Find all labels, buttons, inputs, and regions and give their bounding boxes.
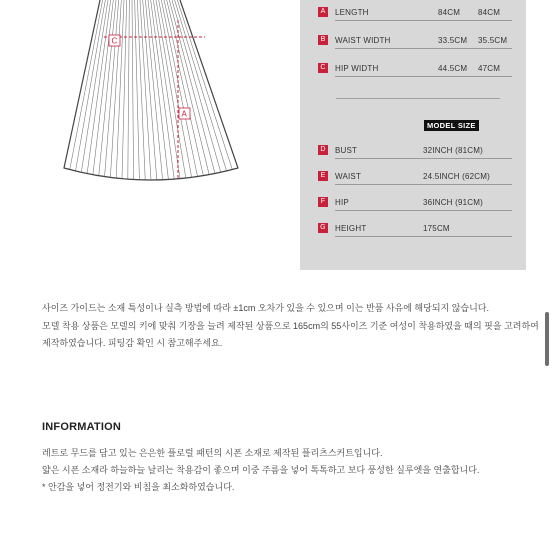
pleat-line [156, 0, 186, 178]
row-underline [335, 20, 512, 21]
model-label: BUST [335, 146, 358, 155]
skirt-diagram [0, 0, 300, 200]
hip-marker-letter: C [111, 36, 118, 46]
model-label: WAIST [335, 172, 362, 181]
length-marker-letter: A [181, 109, 187, 119]
model-row-height [318, 223, 512, 237]
information-title: INFORMATION [42, 421, 121, 433]
information-line-2: 얇은 시폰 소재라 하늘하늘 날리는 착용감이 좋으며 이중 주름을 넣어 톡톡하고 보다 풍성한 실루엣을 연출합니다. [42, 465, 480, 475]
pleat-line [148, 0, 168, 179]
size-row-hip-width [318, 63, 512, 77]
size-note-line-1: 사이즈 가이드는 소재 특성이나 실측 방법에 따라 ±1cm 오차가 있을 수 있으며 이는 반품 사유에 해당되지 않습니다. [42, 303, 489, 313]
badge-e: E [318, 171, 328, 181]
row-underline [335, 158, 512, 159]
size-value-2: 84CM [478, 8, 501, 17]
pleat-line [76, 0, 106, 170]
information-line-1: 레트로 무드를 담고 있는 은은한 플로럴 패턴의 시폰 소재로 제작된 플리츠스커트입니다. [42, 448, 383, 458]
badge-f: F [318, 197, 328, 207]
model-value: 32INCH (81CM) [423, 146, 483, 155]
size-value-1: 33.5CM [438, 36, 468, 45]
size-note-line-2: 모델 착용 상품은 모델의 키에 맞춰 기장을 늘려 제작된 상품으로 165cm의 55사이즈 기준 여성이 착용하였을 때의 핏을 고려하여 [42, 321, 539, 331]
pleat-line [140, 0, 151, 180]
size-label: HIP WIDTH [335, 64, 379, 73]
size-row-waist-width [318, 35, 512, 49]
pleat-line [128, 0, 130, 179]
model-value: 175CM [423, 224, 450, 233]
pleat-line [159, 0, 192, 177]
model-row-bust [318, 145, 512, 159]
row-underline [335, 210, 512, 211]
model-label: HEIGHT [335, 224, 367, 233]
size-value-1: 84CM [438, 8, 461, 17]
size-label: WAIST WIDTH [335, 36, 391, 45]
size-note-line-3: 제작하였습니다. 피팅감 확인 시 참고해주세요. [42, 338, 223, 348]
information-line-3: * 안감을 넣어 정전기와 비침을 최소화하였습니다. [42, 482, 235, 492]
badge-c: C [318, 63, 328, 73]
badge-g: G [318, 223, 328, 233]
row-underline [335, 184, 512, 185]
pleat-line [143, 0, 157, 180]
size-value-2: 35.5CM [478, 36, 508, 45]
pleat-line [172, 0, 221, 172]
pleat-line [164, 0, 203, 175]
size-row-length [318, 7, 512, 21]
section-divider [336, 98, 500, 99]
pleat-line [169, 0, 214, 173]
model-row-hip [318, 197, 512, 211]
row-underline [335, 236, 512, 237]
model-value: 24.5INCH (62CM) [423, 172, 491, 181]
pleat-line [175, 0, 227, 170]
model-value: 36INCH (91CM) [423, 198, 483, 207]
size-label: LENGTH [335, 8, 369, 17]
badge-d: D [318, 145, 328, 155]
pleat-line [110, 0, 121, 177]
pleat-line [70, 0, 103, 169]
model-label: HIP [335, 198, 349, 207]
row-underline [335, 76, 512, 77]
model-size-title: MODEL SIZE [424, 120, 479, 131]
badge-b: B [318, 35, 328, 45]
size-value-2: 47CM [478, 64, 501, 73]
size-value-1: 44.5CM [438, 64, 468, 73]
pleat-line [93, 0, 113, 174]
row-underline [335, 48, 512, 49]
badge-a: A [318, 7, 328, 17]
scrollbar-thumb[interactable] [545, 312, 549, 366]
model-row-waist [318, 171, 512, 185]
pleat-line [132, 0, 134, 179]
pleat-line [105, 0, 119, 176]
pleat-line [167, 0, 209, 174]
